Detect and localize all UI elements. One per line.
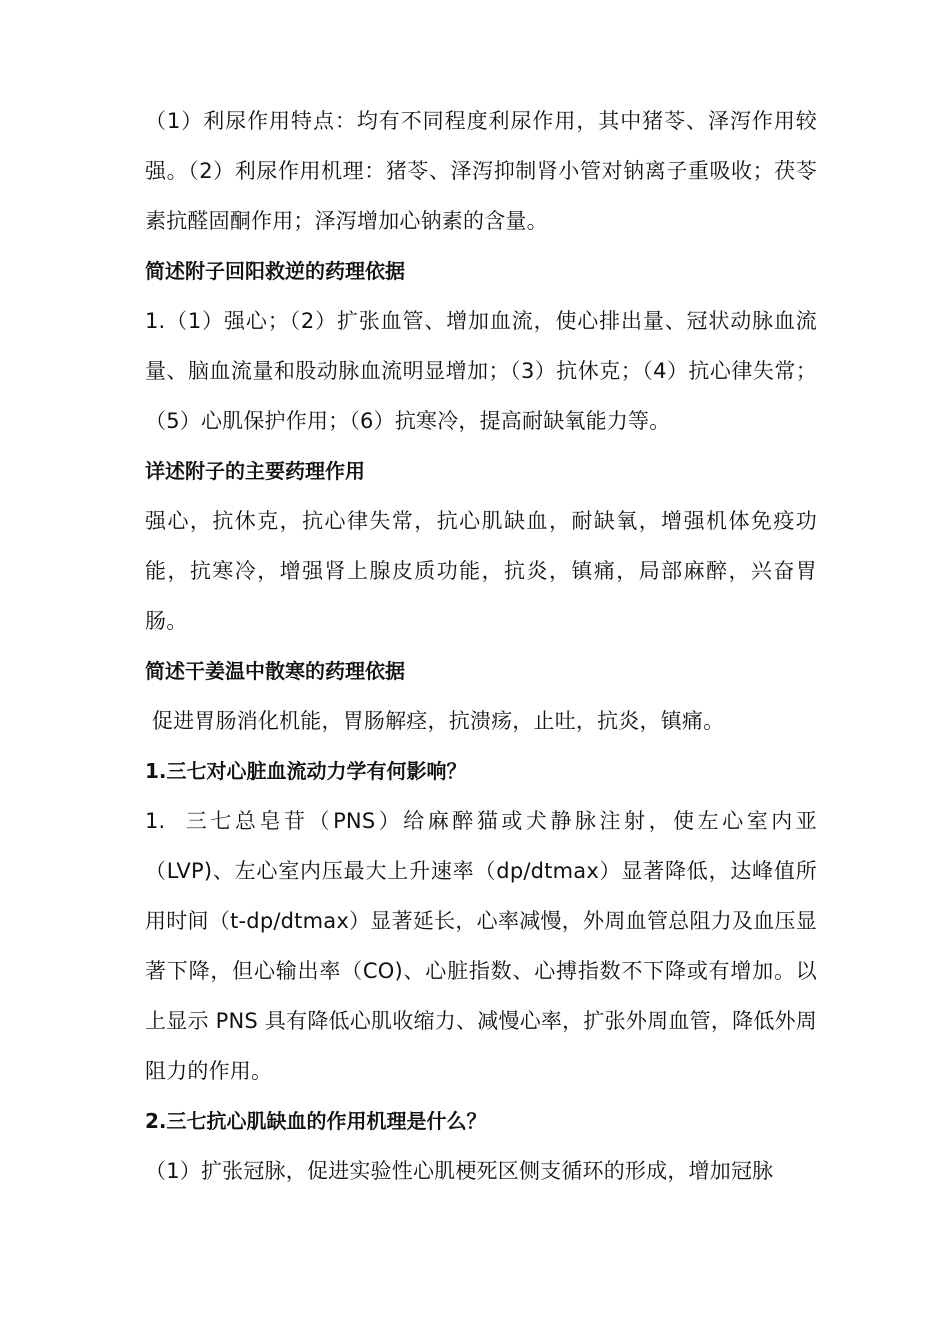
ganjiang-paragraph: 促进胃肠消化机能，胃肠解痉，抗溃疡，止吐，抗炎，镇痛。 xyxy=(145,709,725,733)
sanqi-hemodynamics-paragraph: 1. 三七总皂苷（PNS）给麻醉猫或犬静脉注射，使左心室内亚（LVP)、左心室内压最大上升速率（dp/dtmax）显著降低，达峰值所用时间（t-dp/dtmax）显著延长，心率减慢，外周血管总阻力及血压显著下降，但心输出率（CO)、心脏指数、心搏指数不下降或有增加。以上显示 PNS 具有降低心肌收缩力、减慢心率，扩张外周血管，降低外周阻力的作用。 xyxy=(145,809,817,1083)
sanqi-ischemia-paragraph: （1）扩张冠脉，促进实验性心肌梗死区侧支循环的形成，增加冠脉 xyxy=(145,1159,774,1183)
section-heading-fuzi-main: 详述附子的主要药理作用 xyxy=(145,459,365,483)
document-page xyxy=(145,96,817,1196)
section-heading-fuzi-huiyang: 简述附子回阳救逆的药理依据 xyxy=(145,259,405,283)
section-heading-ganjiang: 简述干姜温中散寒的药理依据 xyxy=(145,659,405,683)
section-heading-sanqi-ischemia: 2.三七抗心肌缺血的作用机理是什么？ xyxy=(145,1109,487,1133)
fuzi-main-paragraph: 强心，抗休克，抗心律失常，抗心肌缺血，耐缺氧，增强机体免疫功能，抗寒冷，增强肾上腺皮质功能，抗炎，镇痛，局部麻醉，兴奋胃肠。 xyxy=(145,509,817,633)
diuretic-paragraph: （1）利尿作用特点：均有不同程度利尿作用，其中猪苓、泽泻作用较强。（2）利尿作用机理：猪苓、泽泻抑制肾小管对钠离子重吸收；茯苓素抗醛固酮作用；泽泻增加心钠素的含量。 xyxy=(145,109,817,233)
fuzi-huiyang-paragraph: 1.（1）强心；（2）扩张血管、增加血流，使心排出量、冠状动脉血流量、脑血流量和股动脉血流明显增加；（3）抗休克；（4）抗心律失常；（5）心肌保护作用；（6）抗寒冷，提高耐缺氧能力等。 xyxy=(145,309,817,433)
section-heading-sanqi-hemodynamics: 1.三七对心脏血流动力学有何影响？ xyxy=(145,759,467,783)
